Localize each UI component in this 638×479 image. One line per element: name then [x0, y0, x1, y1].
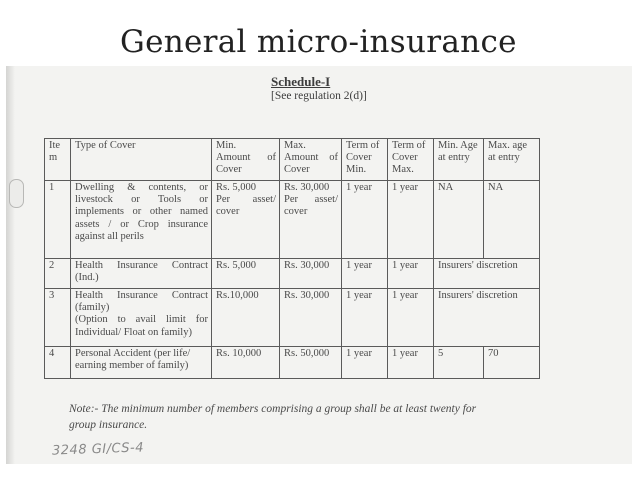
age-discretion-cell: Insurers' discretion	[434, 259, 540, 289]
note-line: Note:- The minimum number of members comprising a group shall be at least twenty for	[69, 403, 477, 415]
term-max-cell: 1 year	[388, 181, 434, 259]
scan-edge-shadow	[6, 66, 15, 464]
term-max-cell: 1 year	[388, 289, 434, 347]
min-amount-cell: Rs.10,000	[212, 289, 280, 347]
table-row	[45, 289, 540, 347]
punch-hole	[9, 179, 24, 208]
header-cell-max-age: Max. age at entry	[484, 139, 540, 181]
age-discretion-cell: Insurers' discretion	[434, 289, 540, 347]
max-amount-cell: Rs. 30,000	[280, 289, 342, 347]
header-cell-item: Ite m	[45, 139, 71, 181]
item-cell: 4	[45, 347, 71, 379]
min-amount-cell: Rs. 5,000 Per asset/ cover	[212, 181, 280, 259]
type-cell: Health Insurance Contract (Ind.)	[71, 259, 212, 289]
max-age-cell: NA	[484, 181, 540, 259]
schedule-subtitle: [See regulation 2(d)]	[271, 90, 367, 102]
schedule-heading	[271, 74, 367, 103]
table-row	[45, 259, 540, 289]
scanned-document	[6, 66, 632, 464]
max-amount-cell: Rs. 30,000 Per asset/ cover	[280, 181, 342, 259]
table-row	[45, 181, 540, 259]
max-amount-cell: Rs. 30,000	[280, 259, 342, 289]
header-cell-min-age: Min. Age at entry	[434, 139, 484, 181]
term-min-cell: 1 year	[342, 181, 388, 259]
min-age-cell: NA	[434, 181, 484, 259]
item-cell: 2	[45, 259, 71, 289]
header-cell-term-max: Term of Cover Max.	[388, 139, 434, 181]
header-cell-type: Type of Cover	[71, 139, 212, 181]
type-cell: Dwelling & contents, or livestock or Tools or implements or other named assets / or Crop insurance against all perils	[71, 181, 212, 259]
slide-title: General micro-insurance	[120, 24, 517, 60]
term-max-cell: 1 year	[388, 347, 434, 379]
type-cell: Health Insurance Contract (family) (Option to avail limit for Individual/ Float on family)	[71, 289, 212, 347]
header-cell-min-amount: Min. Amount of Cover	[212, 139, 280, 181]
min-amount-cell: Rs. 10,000	[212, 347, 280, 379]
group-note	[69, 401, 609, 433]
term-max-cell: 1 year	[388, 259, 434, 289]
schedule-title: Schedule-I	[271, 74, 331, 89]
max-amount-cell: Rs. 50,000	[280, 347, 342, 379]
min-age-cell: 5	[434, 347, 484, 379]
note-line: group insurance.	[69, 419, 148, 431]
type-cell: Personal Accident (per life/ earning member of family)	[71, 347, 212, 379]
max-age-cell: 70	[484, 347, 540, 379]
term-min-cell: 1 year	[342, 289, 388, 347]
table-header-row	[45, 139, 540, 181]
micro-insurance-table	[44, 138, 540, 379]
item-cell: 1	[45, 181, 71, 259]
header-cell-max-amount: Max. Amount of Cover	[280, 139, 342, 181]
table-row	[45, 347, 540, 379]
item-cell: 3	[45, 289, 71, 347]
header-cell-term-min: Term of Cover Min.	[342, 139, 388, 181]
term-min-cell: 1 year	[342, 347, 388, 379]
handwritten-reference: 3248 GI/CS-4	[51, 440, 145, 459]
min-amount-cell: Rs. 5,000	[212, 259, 280, 289]
term-min-cell: 1 year	[342, 259, 388, 289]
